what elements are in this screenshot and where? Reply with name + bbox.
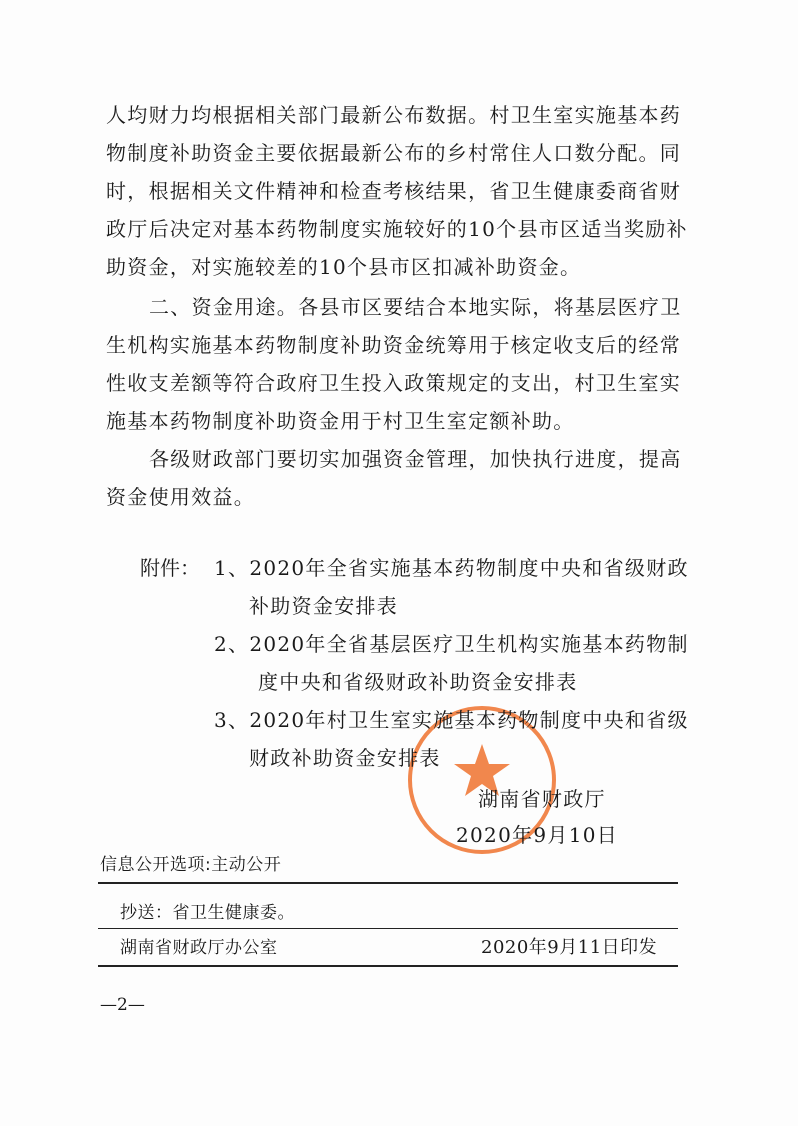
attachment-item-cont: 补助资金安排表 [249,594,399,618]
divider [98,928,678,929]
text-line: 政厅后决定对基本药物制度实施较好的10个县市区适当奖励补 [106,217,688,241]
issuer: 湖南省财政厅办公室 [120,938,278,958]
page-number: —2— [100,995,145,1015]
text-line: 时，根据相关文件精神和检查考核结果，省卫生健康委商省财 [106,179,682,203]
issue-date: 2020年9月11日印发 [481,937,658,958]
attachment-item: 3、2020年村卫生室实施基本药物制度中央和省级 [214,708,689,732]
text-line: 施基本药物制度补助资金用于村卫生室定额补助。 [106,409,575,433]
text-line: 人均财力均根据相关部门最新公布数据。村卫生室实施基本药 [106,103,682,127]
disclosure-option: 信息公开选项:主动公开 [100,855,282,875]
attachment-item-cont: 度中央和省级财政补助资金安排表 [258,670,578,694]
divider [98,965,678,967]
text-line: 生机构实施基本药物制度补助资金统筹用于核定收支后的经常 [106,333,682,357]
attachment-item: 2、2020年全省基层医疗卫生机构实施基本药物制 [214,632,689,656]
cc-line: 抄送：省卫生健康委。 [120,903,295,923]
attachments-label: 附件： [140,556,200,580]
signature-date: 2020年9月10日 [456,823,619,847]
signature-org: 湖南省财政厅 [478,787,606,811]
text-line: 各级财政部门要切实加强资金管理，加快执行进度，提高 [149,447,682,471]
attachment-item: 1、2020年全省实施基本药物制度中央和省级财政 [214,556,689,580]
text-line: 物制度补助资金主要依据最新公布的乡村常住人口数分配。同 [106,141,682,165]
divider [98,882,678,884]
text-line: 二、资金用途。各县市区要结合本地实际，将基层医疗卫 [149,295,682,319]
text-line: 性收支差额等符合政府卫生投入政策规定的支出，村卫生室实 [106,371,682,395]
text-line: 资金使用效益。 [106,485,256,509]
attachment-item-cont: 财政补助资金安排表 [249,746,441,770]
text-line: 助资金，对实施较差的10个县市区扣减补助资金。 [106,255,582,279]
